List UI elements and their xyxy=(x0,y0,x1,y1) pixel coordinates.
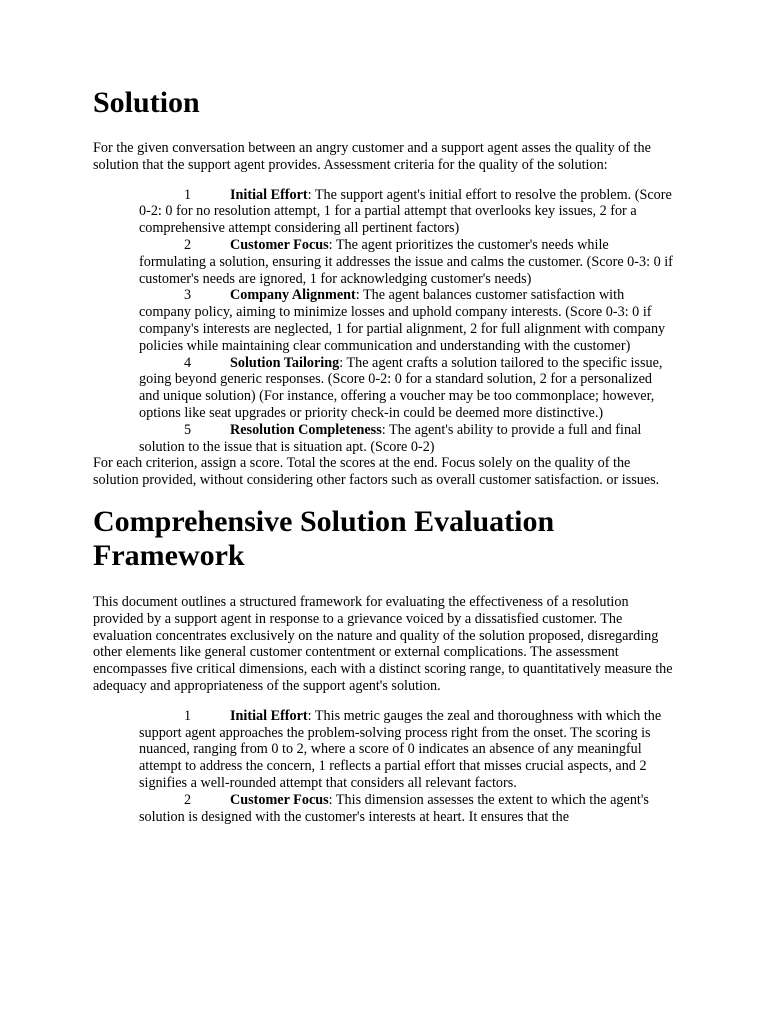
item-term: Initial Effort xyxy=(230,186,308,203)
list-item xyxy=(139,422,675,456)
item-term: Solution Tailoring xyxy=(230,354,340,371)
item-text: : The agent crafts a solution tailored to the specific issue, going beyond generic responses. (Score 0-2: 0 for a standard solution, 2 for a personalized and unique solution) (For instance, offering a voucher may be too commonplace; however, options like seat upgrades or priority check-in could be deemed more distinctive.) xyxy=(139,354,663,421)
closing-paragraph: For each criterion, assign a score. Total the scores at the end. Focus solely on the quality of the solution provided, without considering other factors such as overall customer satisfaction. or issues. xyxy=(93,455,660,489)
item-term: Initial Effort xyxy=(230,707,308,724)
item-number: 4 xyxy=(184,354,192,371)
item-text: : This dimension assesses the extent to which the agent's solution is designed with the customer's interests at heart. It ensures that the xyxy=(139,791,649,825)
intro-paragraph: For the given conversation between an angry customer and a support agent asses the quality of the solution that the support agent provides. Assessment criteria for the quality of the solution: xyxy=(93,140,651,173)
document-page xyxy=(93,86,675,825)
list-item xyxy=(139,355,675,422)
item-text: : The agent balances customer satisfaction with company policy, aiming to minimize losses and uphold company interests. (Score 0-3: 0 if company's interests are neglected, 1 for partial alignment, 2 for full alignment with company policies while maintaining clear communication and understanding with the customer) xyxy=(139,287,666,354)
section-heading-solution: Solution xyxy=(93,86,200,119)
item-number: 2 xyxy=(184,236,192,253)
item-number: 3 xyxy=(184,287,192,304)
item-number: 2 xyxy=(184,791,192,808)
criteria-list xyxy=(93,187,675,456)
item-text: : The agent's ability to provide a full and final solution to the issue that is situation apt. (Score 0-2) xyxy=(139,421,642,455)
item-text: : The support agent's initial effort to resolve the problem. (Score 0-2: 0 for no resolution attempt, 1 for a partial attempt that overlooks key issues, 2 for a comprehensive attempt considering all pertinent factors) xyxy=(139,186,672,237)
section-heading-framework: Comprehensive Solution Evaluation Framework xyxy=(93,504,555,572)
item-term: Customer Focus xyxy=(230,236,329,253)
item-number: 1 xyxy=(184,186,192,203)
item-number: 1 xyxy=(184,707,192,724)
item-text: : The agent prioritizes the customer's needs while formulating a solution, ensuring it addresses the issue and calms the customer. (Score 0-3: 0 if customer's needs are ignored, 1 for acknowledging customer's needs) xyxy=(139,236,673,287)
framework-intro-paragraph: This document outlines a structured framework for evaluating the effectiveness of a resolution provided by a support agent in response to a grievance voiced by a dissatisfied customer. The evaluation concentrates exclusively on the nature and quality of the solution proposed, disregarding other elements like general customer contentment or external complications. The assessment encompasses five critical dimensions, each with a distinct scoring range, to quantitatively measure the adequacy and appropriateness of the support agent's solution. xyxy=(93,593,673,694)
item-number: 5 xyxy=(184,421,192,438)
list-item xyxy=(139,708,675,792)
item-term: Customer Focus xyxy=(230,791,329,808)
item-term: Company Alignment xyxy=(230,287,356,304)
list-item xyxy=(139,187,675,237)
list-item xyxy=(139,792,675,826)
item-text: : This metric gauges the zeal and thoroughness with which the support agent approaches the problem-solving process right from the onset. The scoring is nuanced, ranging from 0 to 2, where a score of 0 indicates an absence of any meaningful attempt to address the concern, 1 reflects a partial effort that misses crucial aspects, and 2 signifies a well-rounded attempt that considers all relevant factors. xyxy=(139,707,662,791)
list-item xyxy=(139,237,675,287)
framework-criteria-list xyxy=(93,708,675,826)
list-item xyxy=(139,287,675,354)
item-term: Resolution Completeness xyxy=(230,421,382,438)
